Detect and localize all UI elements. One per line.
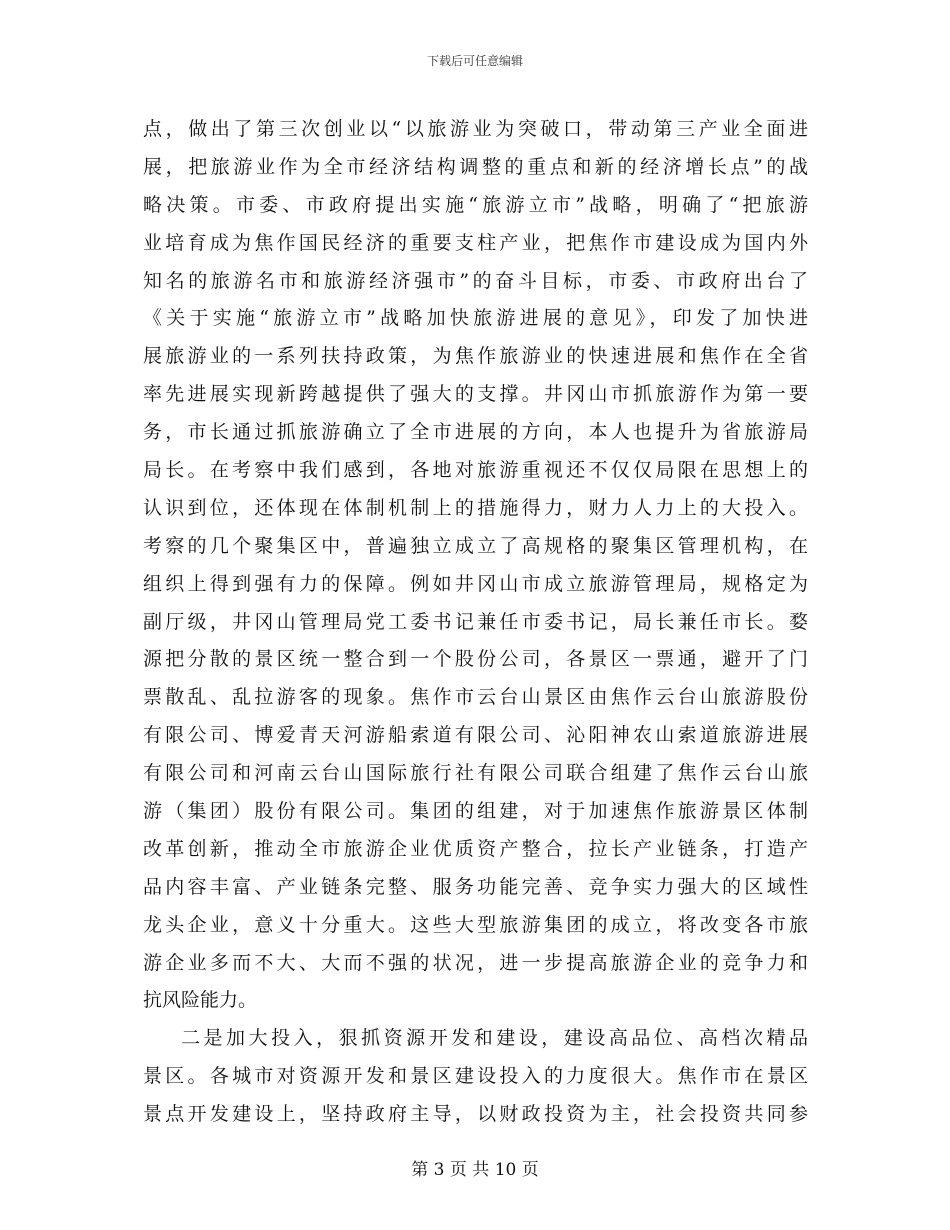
text-line: 景点开发建设上，坚持政府主导，以财政投资为主，社会投资共同参 — [143, 1103, 808, 1126]
text-line: 有限公司、博爱青天河游船索道有限公司、沁阳神农山索道旅游进展 — [143, 724, 808, 747]
text-line: 景区。各城市对资源开发和景区建设投入的力度很大。焦作市在景区 — [143, 1065, 808, 1088]
text-line: 票散乱、乱拉游客的现象。焦作市云台山景区由焦作云台山旅游股份 — [143, 686, 808, 709]
text-line: 抗风险能力。 — [143, 989, 258, 1012]
text-line: 略决策。市委、市政府提出实施“旅游立市”战略，明确了“把旅游 — [143, 193, 808, 216]
text-line: 展，把旅游业作为全市经济结构调整的重点和新的经济增长点”的战 — [143, 155, 808, 178]
text-line: 认识到位，还体现在体制机制上的措施得力，财力人力上的大投入。 — [143, 496, 808, 519]
text-line: 知名的旅游名市和旅游经济强市”的奋斗目标，市委、市政府出台了 — [143, 269, 808, 292]
text-line: 品内容丰富、产业链条完整、服务功能完善、竞争实力强大的区域性 — [143, 875, 808, 898]
text-line: 源把分散的景区统一整合到一个股份公司，各景区一票通，避开了门 — [143, 648, 808, 671]
text-line: 率先进展实现新跨越提供了强大的支撑。井冈山市抓旅游作为第一要 — [143, 383, 808, 406]
text-line: 龙头企业，意义十分重大。这些大型旅游集团的成立，将改变各市旅 — [143, 913, 808, 936]
text-line: 组织上得到强有力的保障。例如井冈山市成立旅游管理局，规格定为 — [143, 572, 808, 595]
text-line: 务，市长通过抓旅游确立了全市进展的方向，本人也提升为省旅游局 — [143, 421, 808, 444]
text-line: 考察的几个聚集区中，普遍独立成立了高规格的聚集区管理机构，在 — [143, 534, 808, 557]
paragraph-2 — [143, 1020, 808, 1134]
text-line: 点，做出了第三次创业以“以旅游业为突破口，带动第三产业全面进 — [143, 118, 808, 140]
text-line: 《关于实施“旅游立市”战略加快旅游进展的意见》，印发了加快进 — [143, 307, 808, 330]
text-line: 副厅级，井冈山管理局党工委书记兼任市委书记，局长兼任市长。婺 — [143, 610, 808, 633]
page-header: 下载后可任意编辑 — [426, 54, 523, 68]
text-line: 游企业多而不大、大而不强的状况，进一步提高旅游企业的竞争力和 — [143, 951, 808, 974]
paragraph-1 — [143, 111, 808, 1020]
text-line: 有限公司和河南云台山国际旅行社有限公司联合组建了焦作云台山旅 — [143, 762, 808, 785]
page-footer: 第 3 页 共 10 页 — [411, 1160, 539, 1180]
document-body — [143, 111, 808, 1134]
text-line: 展旅游业的一系列扶持政策，为焦作旅游业的快速进展和焦作在全省 — [143, 345, 808, 368]
text-line: 业培育成为焦作国民经济的重要支柱产业，把焦作市建设成为国内外 — [143, 231, 808, 254]
text-line: 二是加大投入，狠抓资源开发和建设，建设高品位、高档次精品 — [181, 1027, 808, 1050]
text-line: 游（集团）股份有限公司。集团的组建，对于加速焦作旅游景区体制 — [143, 800, 808, 823]
text-line: 局长。在考察中我们感到，各地对旅游重视还不仅仅局限在思想上的 — [143, 459, 808, 482]
text-line: 改革创新，推动全市旅游企业优质资产整合，拉长产业链条，打造产 — [143, 837, 808, 860]
